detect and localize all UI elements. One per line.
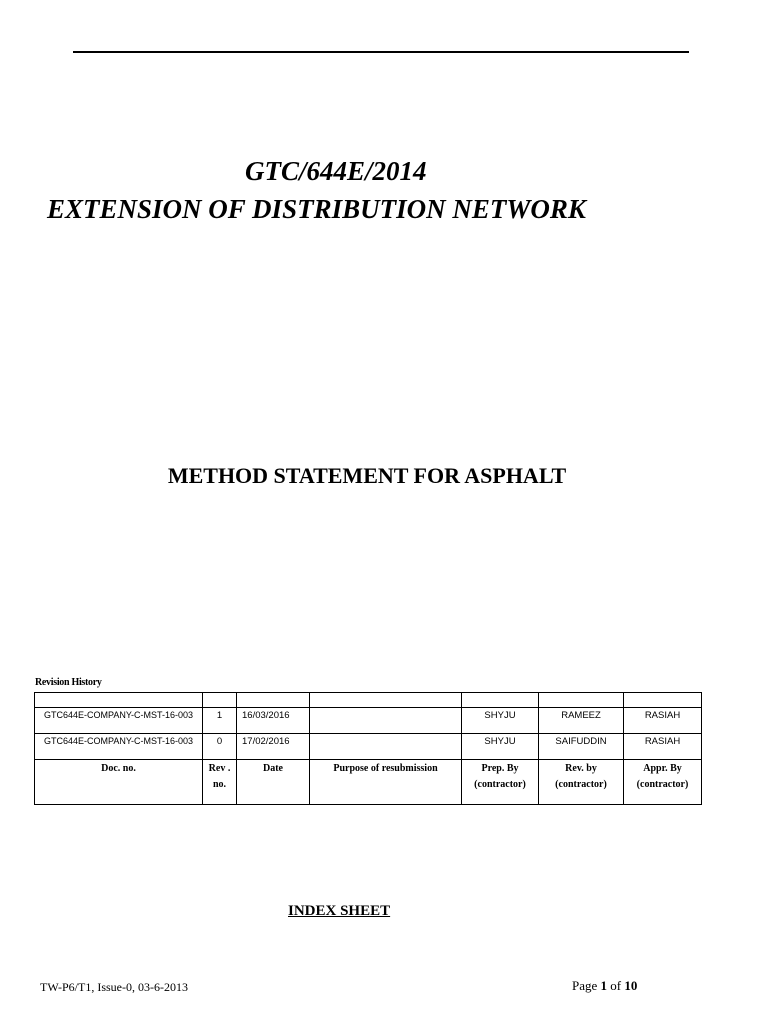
table-row [35, 734, 702, 760]
appr-by-cell: RASIAH [624, 708, 702, 734]
header-appr-by: Appr. By (contractor) [624, 760, 702, 805]
rev-by-cell: SAIFUDDIN [539, 734, 624, 760]
header-rev-no: Rev . no. [203, 760, 237, 805]
project-title: EXTENSION OF DISTRIBUTION NETWORK [47, 194, 586, 224]
date-cell: 16/03/2016 [237, 708, 310, 734]
revision-history-caption: Revision History [35, 677, 102, 688]
prep-by-cell: SHYJU [462, 708, 539, 734]
page-current: 1 [600, 978, 608, 993]
prep-by-cell: SHYJU [462, 734, 539, 760]
rev-cell: 0 [203, 734, 237, 760]
document-subject: METHOD STATEMENT FOR ASPHALT [167, 463, 567, 488]
page-total: 10 [624, 978, 638, 993]
header-prep-by: Prep. By (contractor) [462, 760, 539, 805]
appr-by-cell: RASIAH [624, 734, 702, 760]
revision-history-table [34, 692, 702, 805]
purpose-cell [310, 708, 462, 734]
top-rule [73, 51, 689, 53]
doc-no-cell: GTC644E-COMPANY-C-MST-16-003 [35, 708, 203, 734]
table-header-row [35, 760, 702, 805]
footer-form-ref: TW-P6/T1, Issue-0, 03-6-2013 [40, 980, 188, 994]
doc-no-cell: GTC644E-COMPANY-C-MST-16-003 [35, 734, 203, 760]
page-of: of [610, 978, 622, 993]
header-rev-by: Rev. by (contractor) [539, 760, 624, 805]
header-doc-no: Doc. no. [35, 760, 203, 805]
date-cell: 17/02/2016 [237, 734, 310, 760]
header-purpose: Purpose of resubmission [310, 760, 462, 805]
index-sheet-title: INDEX SHEET [288, 903, 391, 919]
table-row [35, 708, 702, 734]
project-code: GTC/644E/2014 [245, 156, 427, 186]
rev-by-cell: RAMEEZ [539, 708, 624, 734]
page-label: Page [572, 978, 598, 993]
purpose-cell [310, 734, 462, 760]
page-number [572, 978, 637, 994]
header-date: Date [237, 760, 310, 805]
table-row-blank [35, 693, 702, 708]
rev-cell: 1 [203, 708, 237, 734]
